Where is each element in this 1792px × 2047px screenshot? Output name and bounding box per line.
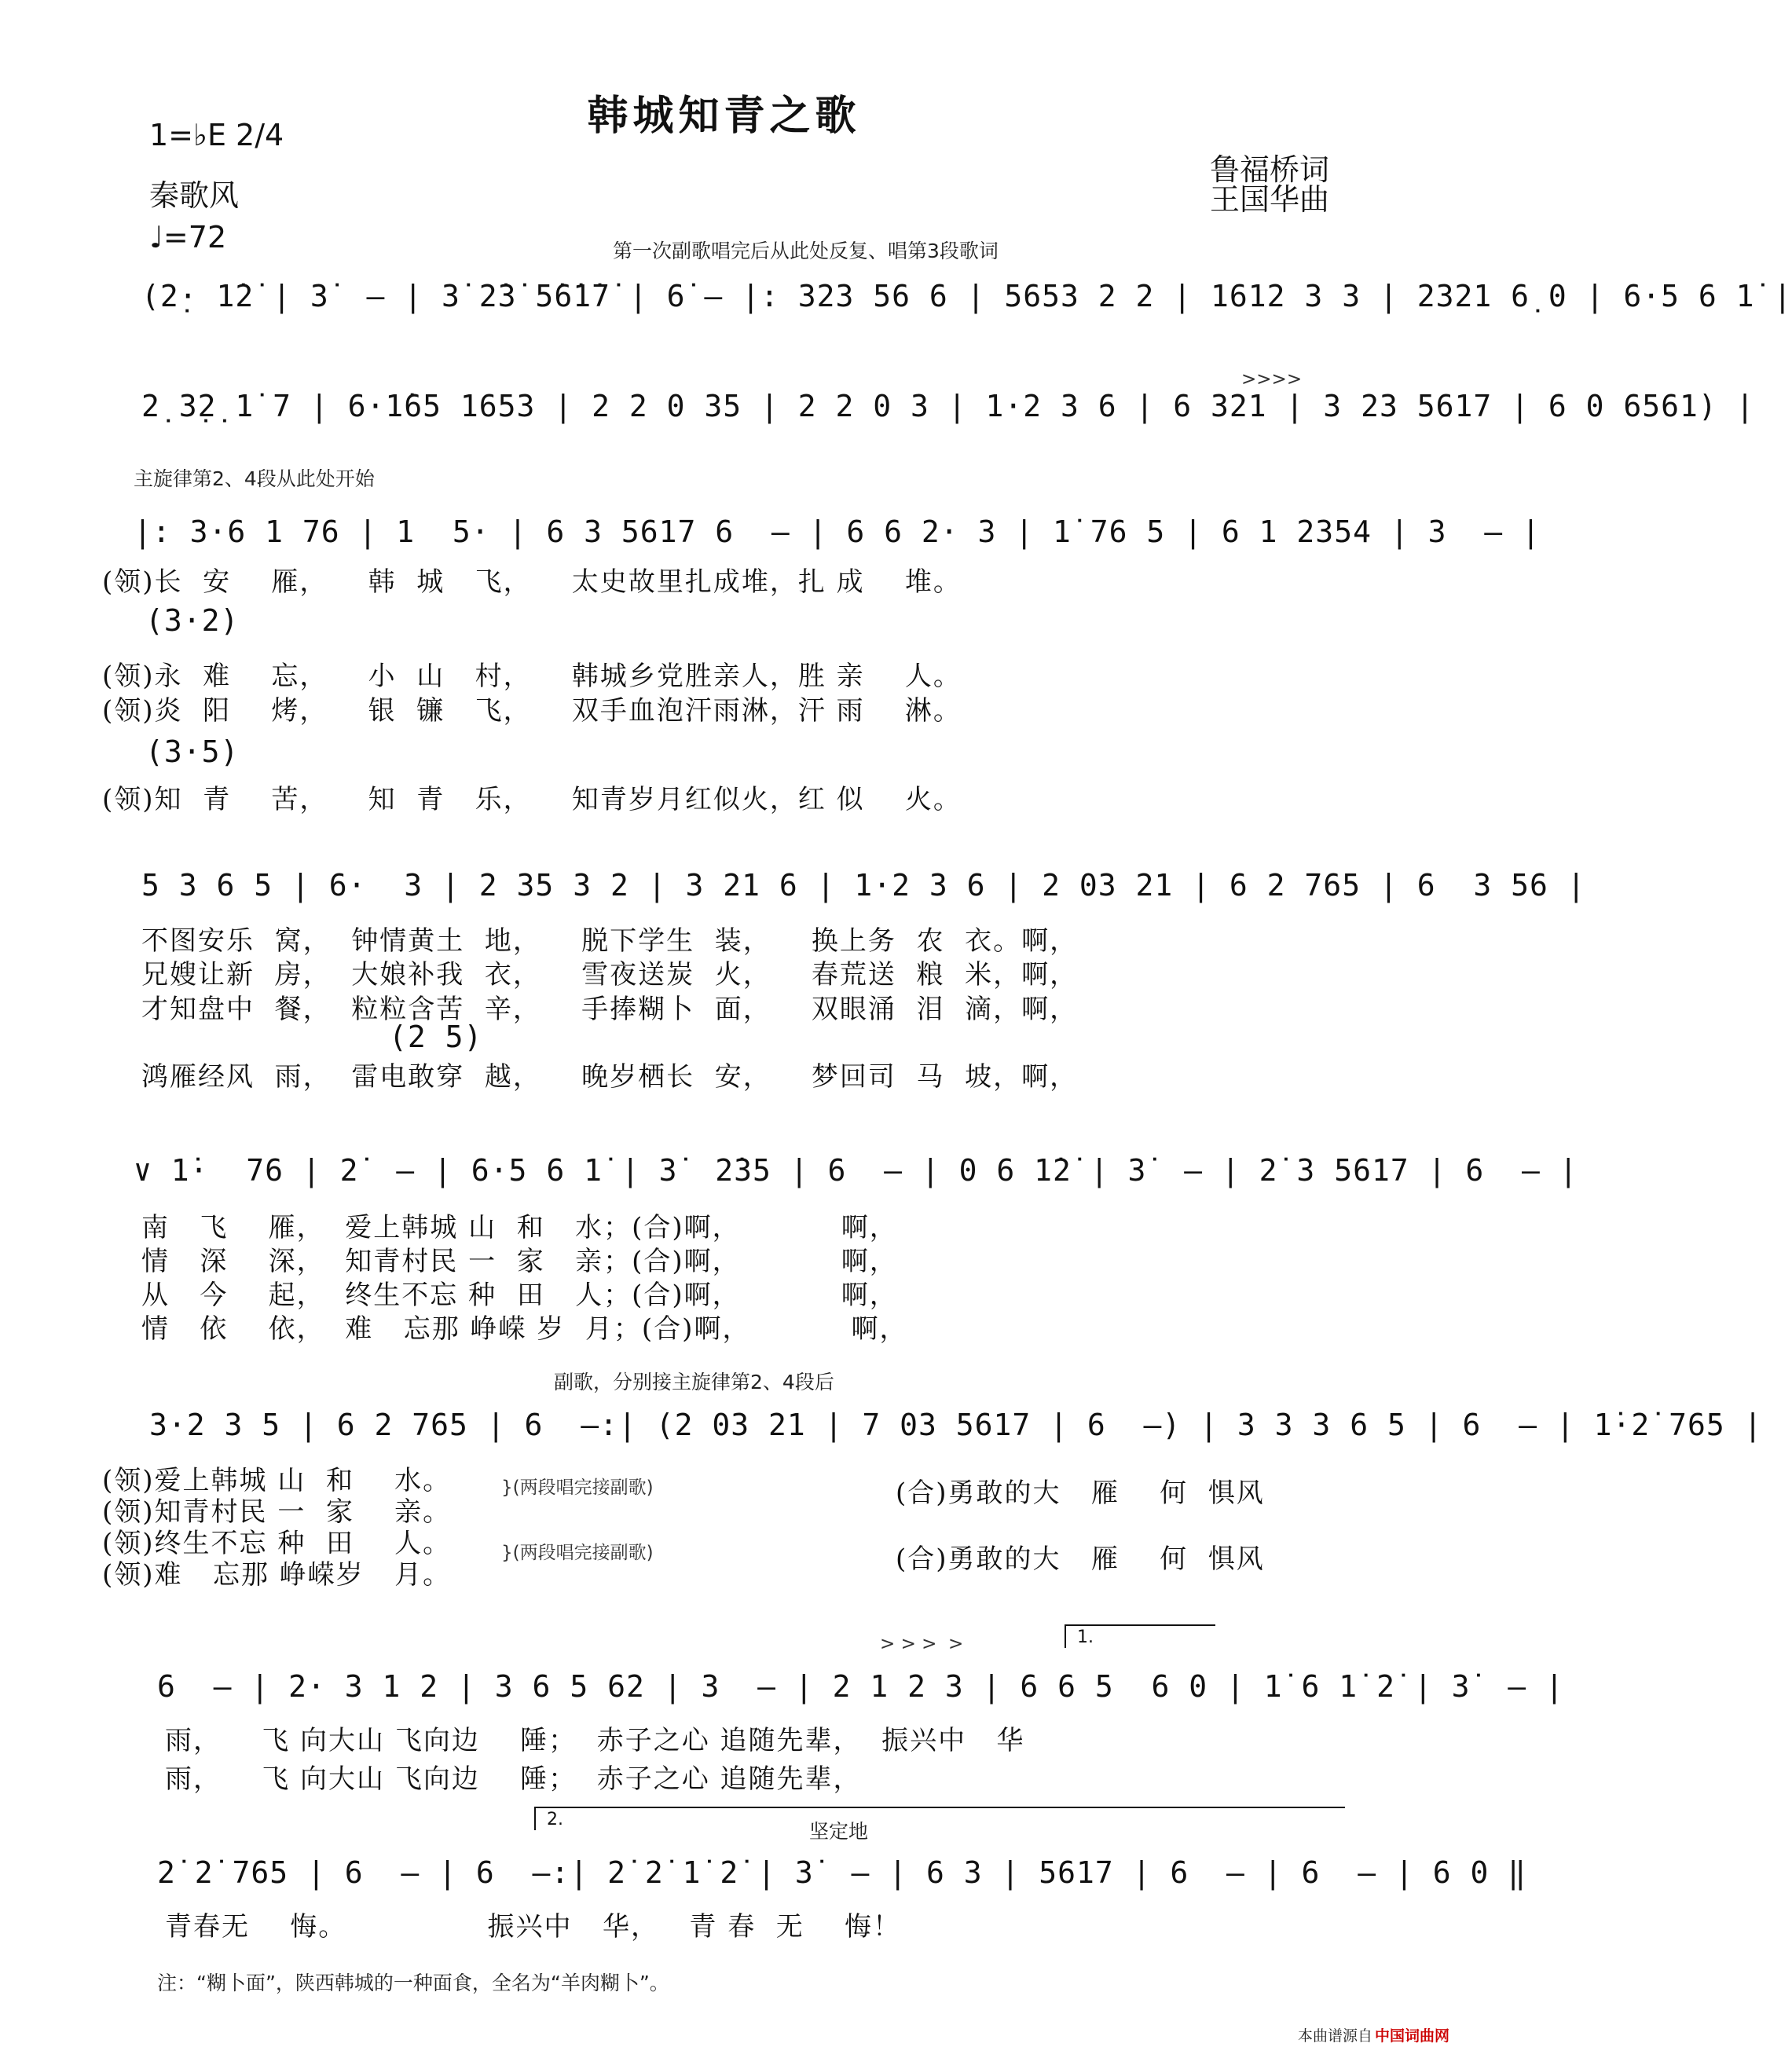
chorus-lead-2: (领)知青村民 一 家 亲。 [102,1496,452,1528]
verse3-lyric-3: 从 今 起， 终生不忘 种 田 人；(合)啊， 啊， [141,1280,898,1311]
song-title: 韩城知青之歌 [587,92,861,140]
repeat-note: 第一次副歌唱完后从此处反复、唱第3段歌词 [613,240,999,262]
score-line-7: 6 — | 2· 3 1 2 | 3 6 5 62 | 3 — | 2 1 2 3 | 6 6 5 6 0 | 1̇ 6 1̇ 2̇ | 3̇ — | [157,1669,1564,1704]
chorus-lead-4: (领)难 忘那 峥嵘岁 月。 [102,1559,452,1591]
bracket-note-2: }(两段唱完接副歌) [501,1543,654,1563]
score-line-1: (2̣· 1̇2̇ | 3̇ — | 3̇ 2̇3̇ 5̇6̇1̇7̇ | 6̇ — |: 323 56 6 | 5653 2 2 | 1612 3 3 | 2321 6̣ 0 | 6·5 6 1̇ | [141,279,1792,313]
footer-source-label: 本曲谱源自 [1298,2027,1373,2045]
verse2-lyric-3: 才知盘中 餐， 粒粒含苦 辛， 手捧糊卜 面， 双眼涌 泪 滴，啊， [141,994,1079,1025]
volta-2: 2. [534,1807,1345,1830]
verse3-lyric-4: 情 依 依， 难 忘那 峥嵘 岁 月；(合)啊， 啊， [141,1313,908,1345]
verse3-lyric-1: 南 飞 雁， 爱上韩城 山 和 水；(合)啊， 啊， [141,1212,898,1243]
inner-voice-2: (3·5) [145,734,240,769]
score-line-4: 5 3 6 5 | 6· 3 | 2 35 3 2 | 3 21 6 | 1·2 3 6 | 2 03 21 | 6 2 765 | 6 3 56 | [141,868,1586,903]
footnote: 注：“糊卜面”，陕西韩城的一种面食，全名为“羊肉糊卜”。 [157,1972,669,1994]
melody-start-note: 主旋律第2、4段从此处开始 [134,467,375,490]
score-line-8: 2̇ 2̇ 765 | 6 — | 6 —:| 2̇ 2̇ 1̇ 2̇ | 3̇ — | 6 3 | 5617 | 6 — | 6 — | 6 0 ‖ [157,1855,1527,1890]
chorus-lead-1: (领)爱上韩城 山 和 水。 [102,1465,452,1496]
key-signature: 1=♭E 2/4 [149,118,284,152]
inner-voice-3: (2 5) [389,1020,483,1054]
score-line-5: ∨ 1̇· 76 | 2̇ — | 6·5 6 1̇ | 3̇ 2̇35 | 6 — | 0 6 1̇2̇ | 3̇ — | 2̇ 3 5617 | 6 — | [134,1153,1578,1188]
chorus-choir-2: (合)勇敢的大 雁 何 惧风 [896,1543,1265,1575]
composer-credit: 王国华曲 [1210,182,1330,217]
verse-lyric-4: (领)知 青 苦， 知 青 乐， 知青岁月红似火，红 似 火。 [102,784,962,815]
chorus-choir-1: (合)勇敢的大 雁 何 惧风 [896,1478,1265,1509]
lyricist-credit: 鲁福桥词 [1210,152,1330,187]
chorus2-lyric-1: 雨， 飞 向大山 飞向边 陲； 赤子之心 追随先辈， 振兴中 华 [165,1725,1025,1756]
bracket-note-1: }(两段唱完接副歌) [501,1478,654,1498]
verse-lyric-2: (领)永 难 忘， 小 山 村， 韩城乡党胜亲人，胜 亲 人。 [102,661,962,692]
verse2-lyric-1: 不图安乐 窝， 钟情黄土 地， 脱下学生 装， 换上务 农 衣。啊， [141,925,1079,957]
verse-lyric-1: (领)长 安 雁， 韩 城 飞， 太史故里扎成堆，扎 成 堆。 [102,566,962,598]
verse3-lyric-2: 情 深 深， 知青村民 一 家 亲；(合)啊， 啊， [141,1246,898,1277]
chorus-lead-3: (领)终生不忘 种 田 人。 [102,1528,452,1559]
inner-voice-1: (3·2) [145,603,240,638]
verse-lyric-3: (领)炎 阳 烤， 银 镰 飞， 双手血泡汗雨淋，汗 雨 淋。 [102,695,962,727]
footer-site-link[interactable]: 中国词曲网 [1375,2027,1450,2045]
score-line-2: 2̣ 3̣2̣ 1̇ 7 | 6·1̇65 1653 | 2 2 0 35 | 2 2 0 3 | 1·2 3 6 | 6 321 | 3 23 5617 | 6 0 6561) | [141,389,1755,423]
accent-marks-2: > > > > [880,1634,964,1654]
chorus-note: 副歌，分别接主旋律第2、4段后 [554,1371,834,1393]
ending-lyric: 青春无 悔。 振兴中 华， 青 春 无 悔！ [165,1911,902,1943]
accent-marks: >>>> [1241,369,1303,390]
volta-1: 1. [1065,1624,1215,1648]
score-line-6: 3·2 3 5 | 6 2 765 | 6 —:| (2 03 21 | 7 03 5617 | 6 —) | 3 3 3 6 5 | 6 — | 1̇·2̇ 765 | [149,1408,1763,1442]
chorus2-lyric-2: 雨， 飞 向大山 飞向边 陲； 赤子之心 追随先辈， [165,1763,862,1795]
score-line-3: |: 3·6 1 76 | 1 5· | 6 3 5617 6 — | 6 6 2· 3 | 1̇ 76 5 | 6 1 2354 | 3 — | [134,514,1541,549]
verse2-lyric-2: 兄嫂让新 房， 大娘补我 衣， 雪夜送炭 火， 春荒送 粮 米，啊， [141,959,1079,991]
tempo-marking: ♩=72 [149,220,227,255]
style-label: 秦歌风 [149,178,240,213]
verse2-lyric-4: 鸿雁经风 雨， 雷电敢穿 越， 晚岁栖长 安， 梦回司 马 坡，啊， [141,1061,1079,1093]
firm-marking: 坚定地 [809,1820,869,1843]
